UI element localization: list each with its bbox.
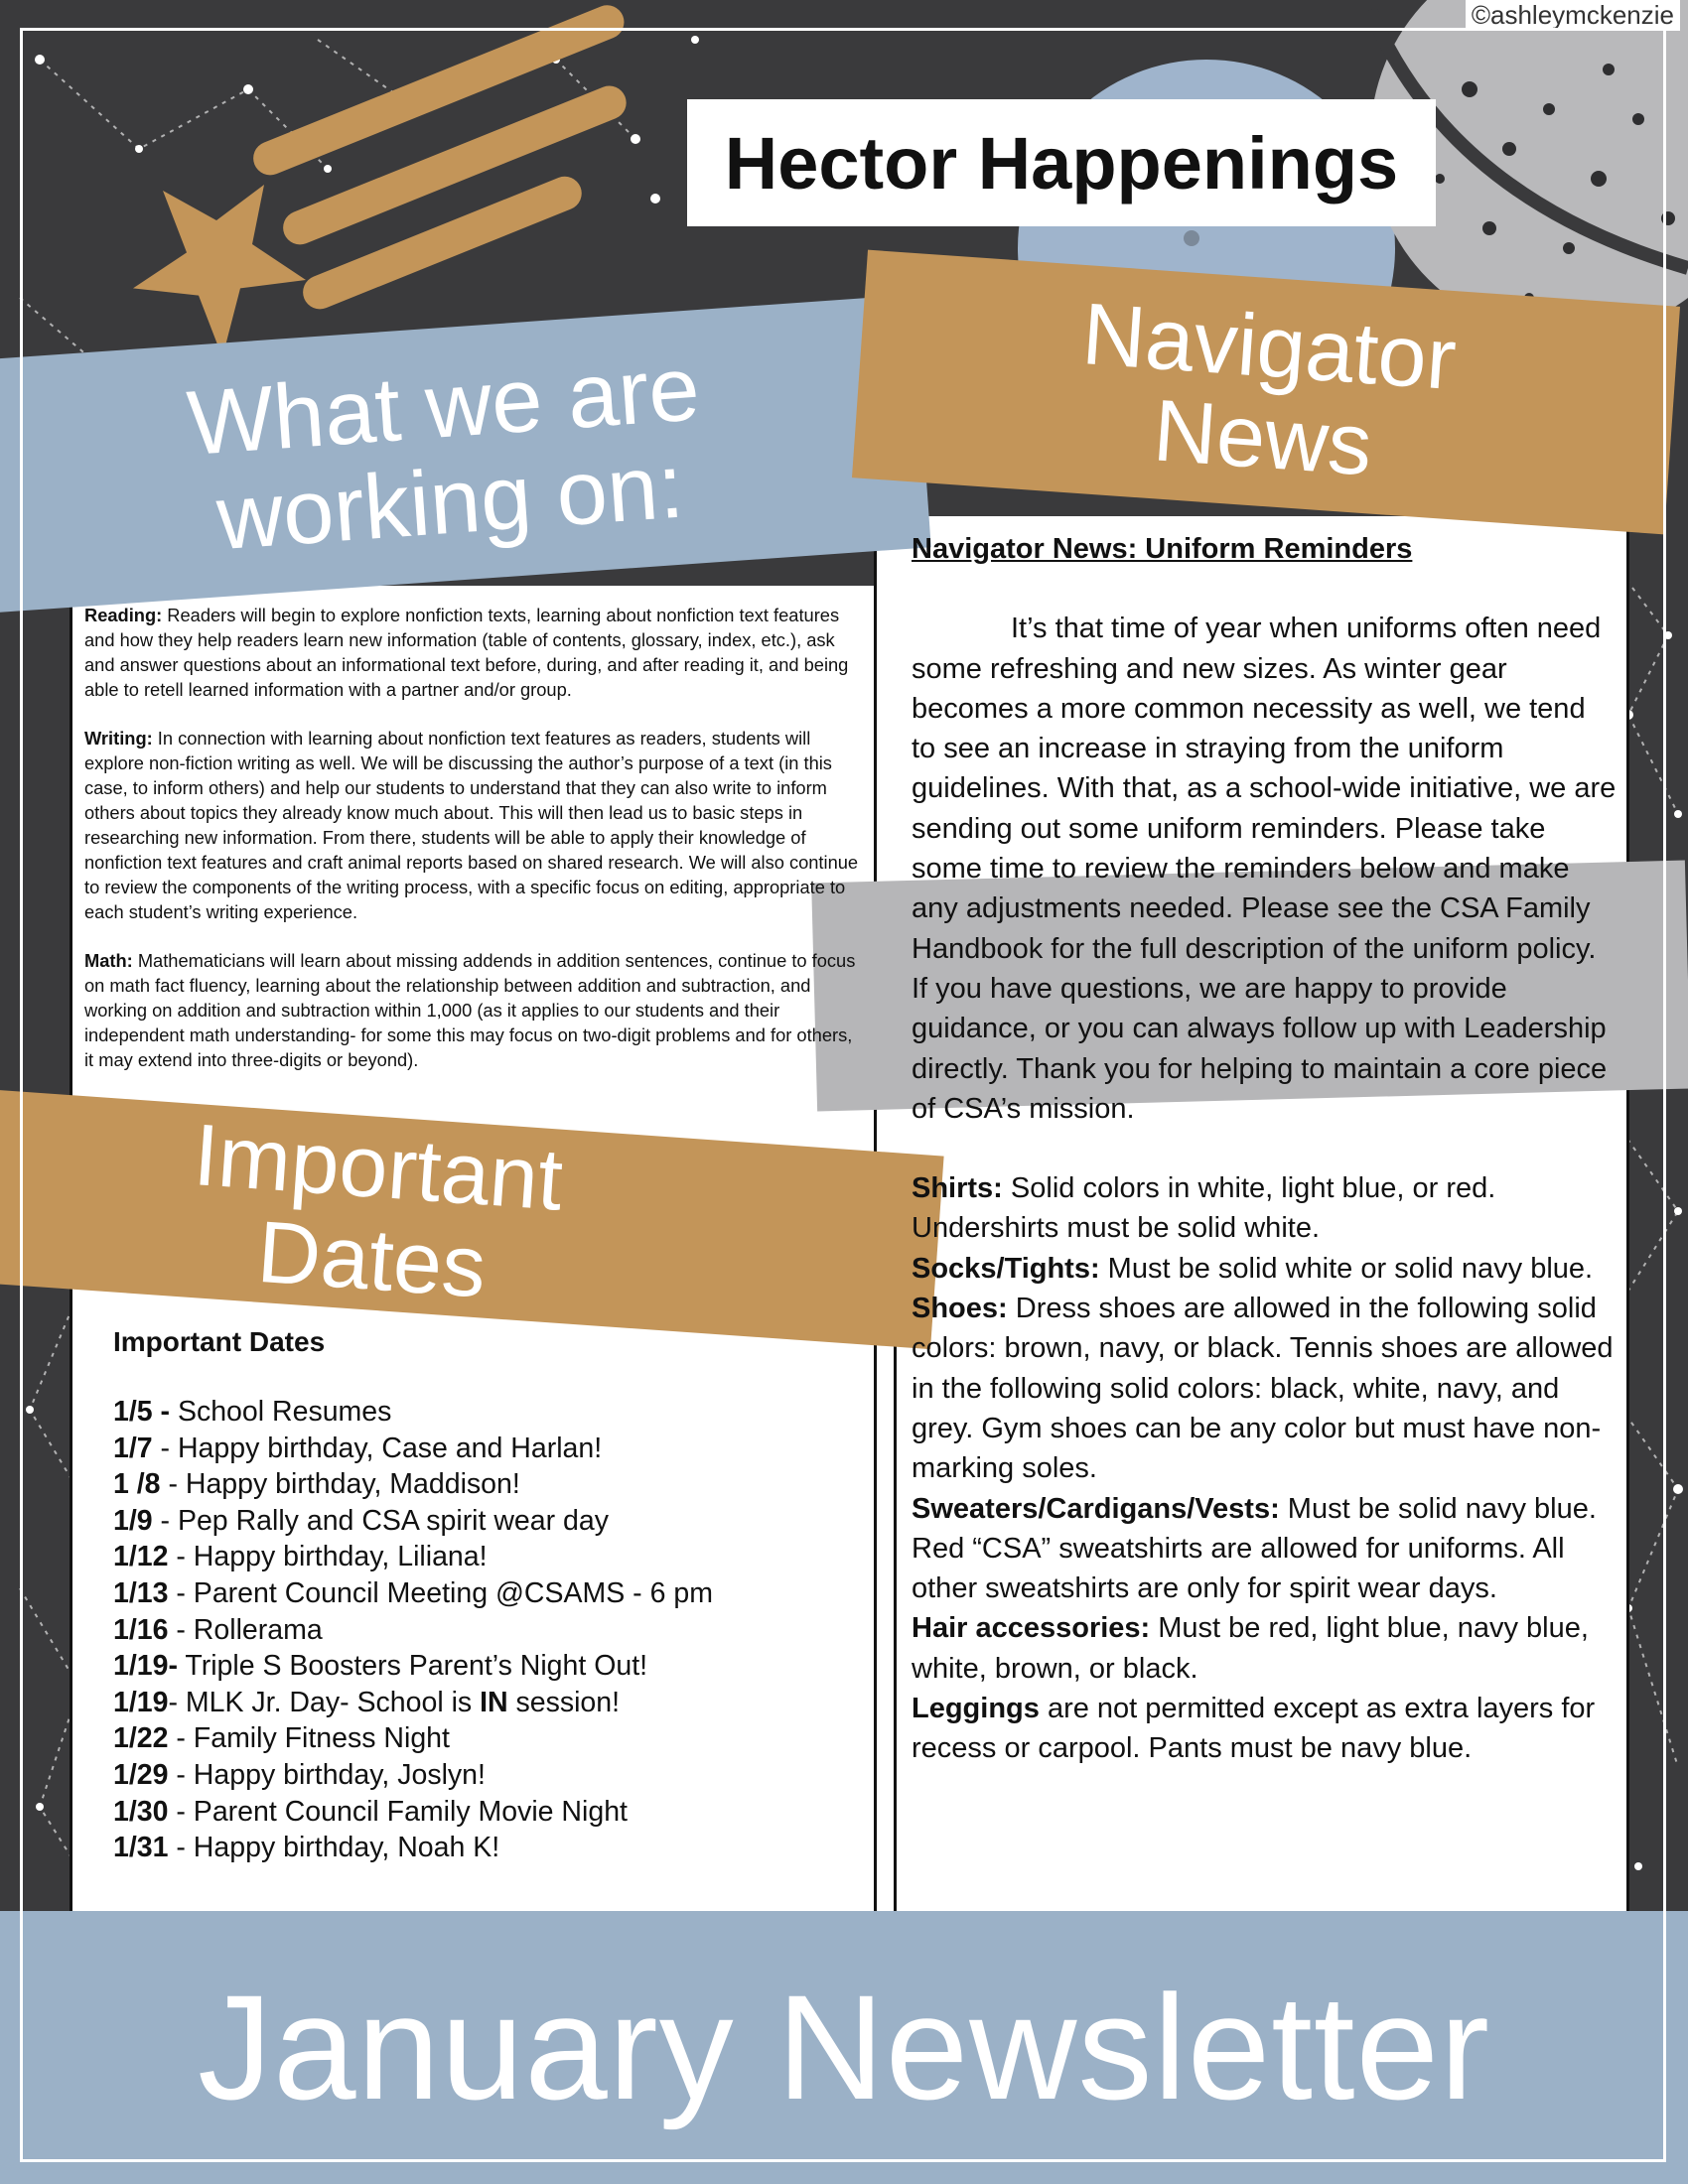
date-label: 1/29 (113, 1758, 169, 1791)
rule-label: Shirts: (912, 1172, 1003, 1205)
date-label: 1/19- (113, 1650, 178, 1683)
date-item (113, 1431, 868, 1467)
date-item (113, 1685, 868, 1721)
rule-text: Must be red, light blue, navy blue, white, brown, or black. (912, 1612, 1589, 1685)
newsletter-title-box (687, 99, 1436, 226)
math-label: Math: (84, 950, 133, 971)
navigator-heading: Navigator News: Uniform Reminders (912, 533, 1413, 565)
date-text: - Happy birthday, Liliana! (168, 1541, 488, 1573)
writing-paragraph (84, 726, 859, 924)
date-item (113, 1539, 868, 1575)
newsletter-title: Hector Happenings (724, 121, 1399, 205)
rule-label: Shoes: (912, 1293, 1008, 1325)
date-item (113, 1794, 868, 1831)
date-label: 1/31 (113, 1832, 169, 1864)
math-text: Mathematicians will learn about missing addends in addition sentences, continue to focus on math fact fluency, learning about the relationship between addition and subtraction, and working on addition and subtraction within 1,000 (as it applies to our students and their independent math understanding- for some this may focus on two-digit problems and for others, it may extend into three-digits or beyond). (84, 950, 856, 1070)
date-label: 1/30 (113, 1795, 169, 1828)
date-item (113, 1648, 868, 1685)
center-divider-lower (894, 1291, 897, 1911)
date-label: 1/9 (113, 1504, 153, 1537)
rule-label: Socks/Tights: (912, 1252, 1100, 1285)
important-dates-section (113, 1326, 868, 1866)
date-item (113, 1830, 868, 1866)
reading-paragraph (84, 603, 859, 702)
date-text-after: session! (507, 1686, 621, 1718)
date-label: 1 /8 (113, 1468, 161, 1501)
date-text: - Parent Council Meeting @CSAMS - 6 pm (168, 1576, 713, 1609)
date-label: 1/12 (113, 1541, 169, 1573)
rule-text: are not permitted except as extra layers for recess or carpool. Pants must be navy blue. (912, 1693, 1596, 1765)
date-item (113, 1720, 868, 1757)
dates-title-line2: Dates (254, 1201, 490, 1316)
copyright-credit: ©ashleymckenzie (1466, 0, 1680, 31)
writing-label: Writing: (84, 728, 153, 749)
date-text: School Resumes (170, 1396, 392, 1428)
navigator-title-line2: News (1150, 380, 1376, 494)
working-on-title-line2: working on: (213, 435, 687, 569)
date-label: 1/16 (113, 1613, 169, 1646)
rule-label: Leggings (912, 1693, 1040, 1725)
date-text: - Happy birthday, Noah K! (168, 1832, 500, 1864)
date-text: - Pep Rally and CSA spirit wear day (152, 1504, 609, 1537)
right-border-line (1626, 516, 1629, 1911)
date-text: - Happy birthday, Maddison! (160, 1468, 520, 1501)
date-item (113, 1757, 868, 1794)
dates-heading: Important Dates (113, 1326, 326, 1357)
reading-label: Reading: (84, 605, 163, 625)
navigator-intro: It’s that time of year when uniforms often need some refreshing and new sizes. As winter gear becomes a more common necessity as well, we tend to see an increase in straying from the uniform guidelines. With that, as a school-wide initiative, we are sending out some uniform reminders. Please take some time to review the reminders below and make any adjustments needed. Please see the CSA Family Handbook for the full description of the uniform policy. If you have questions, we are happy to provide guidance, or you can always follow up with Leadership directly. Thank you for helping to maintain a core piece of CSA’s mission. (912, 613, 1617, 1125)
date-label: 1/22 (113, 1722, 169, 1755)
date-text: - MLK Jr. Day- School is (168, 1686, 481, 1718)
uniform-rule (912, 1489, 1617, 1609)
date-strong: IN (480, 1686, 508, 1718)
uniform-rule (912, 1249, 1617, 1289)
date-label: 1/5 - (113, 1396, 171, 1428)
date-item (113, 1575, 868, 1612)
rule-label: Sweaters/Cardigans/Vests: (912, 1492, 1280, 1525)
date-item (113, 1612, 868, 1649)
date-item (113, 1466, 868, 1503)
uniform-rule (912, 1608, 1617, 1689)
date-text: - Rollerama (168, 1613, 323, 1646)
rule-text: Must be solid navy blue. Red “CSA” sweatshirts are allowed for uniforms. All other sweatshirts are only for spirit wear days. (912, 1492, 1597, 1605)
math-paragraph (84, 948, 859, 1072)
date-label: 1/7 (113, 1432, 153, 1464)
date-item (113, 1503, 868, 1540)
rule-label: Hair accessories: (912, 1612, 1151, 1645)
date-label: 1/19 (113, 1686, 169, 1718)
footer-banner (0, 1911, 1688, 2184)
navigator-section (912, 529, 1617, 1769)
uniform-rule (912, 1289, 1617, 1488)
working-on-section (84, 603, 859, 1096)
rule-text: Dress shoes are allowed in the following solid colors: brown, navy, or black. Tennis shoes are allowed in the following solid colors: black, white, navy, and grey. Gym shoes can be any color but must have non-marking soles. (912, 1293, 1614, 1485)
writing-text: In connection with learning about nonfiction text features as readers, students will explore non-fiction writing as well. We will be discussing the author’s purpose of a text (in this case, to inform others) and help our students to understand that they can also write to inform others about topics they already know much about. This will then lead us to basic steps in researching new information. From there, students will be able to apply their knowledge of nonfiction text features and craft animal reports based on shared research. We will also continue to review the components of the writing process, with a specific focus on editing, appropriate to each student’s writing experience. (84, 728, 859, 922)
date-label: 1/13 (113, 1576, 169, 1609)
date-text: - Family Fitness Night (168, 1722, 450, 1755)
uniform-rules-list (912, 1168, 1617, 1768)
working-on-title-line1: What we are (184, 338, 703, 475)
date-text: Triple S Boosters Parent’s Night Out! (177, 1650, 648, 1683)
dates-title-line1: Important (191, 1105, 566, 1229)
uniform-rule (912, 1689, 1617, 1769)
rule-text: Solid colors in white, light blue, or red. Undershirts must be solid white. (912, 1172, 1496, 1245)
date-item (113, 1394, 868, 1431)
date-text: - Happy birthday, Joslyn! (168, 1758, 486, 1791)
footer-title: January Newsletter (198, 1964, 1490, 2130)
rule-text: Must be solid white or solid navy blue. (1099, 1252, 1594, 1285)
date-text: - Parent Council Family Movie Night (168, 1795, 628, 1828)
uniform-rule (912, 1168, 1617, 1249)
date-text: - Happy birthday, Case and Harlan! (152, 1432, 603, 1464)
reading-text: Readers will begin to explore nonfiction texts, learning about nonfiction text features and how they help readers learn new information (table of contents, glossary, index, etc.), ask and answer questions about an informational text before, during, and after reading it, and being able to retell learned information with a partner and/or group. (84, 605, 849, 700)
navigator-title-line1: Navigator (1078, 283, 1460, 408)
